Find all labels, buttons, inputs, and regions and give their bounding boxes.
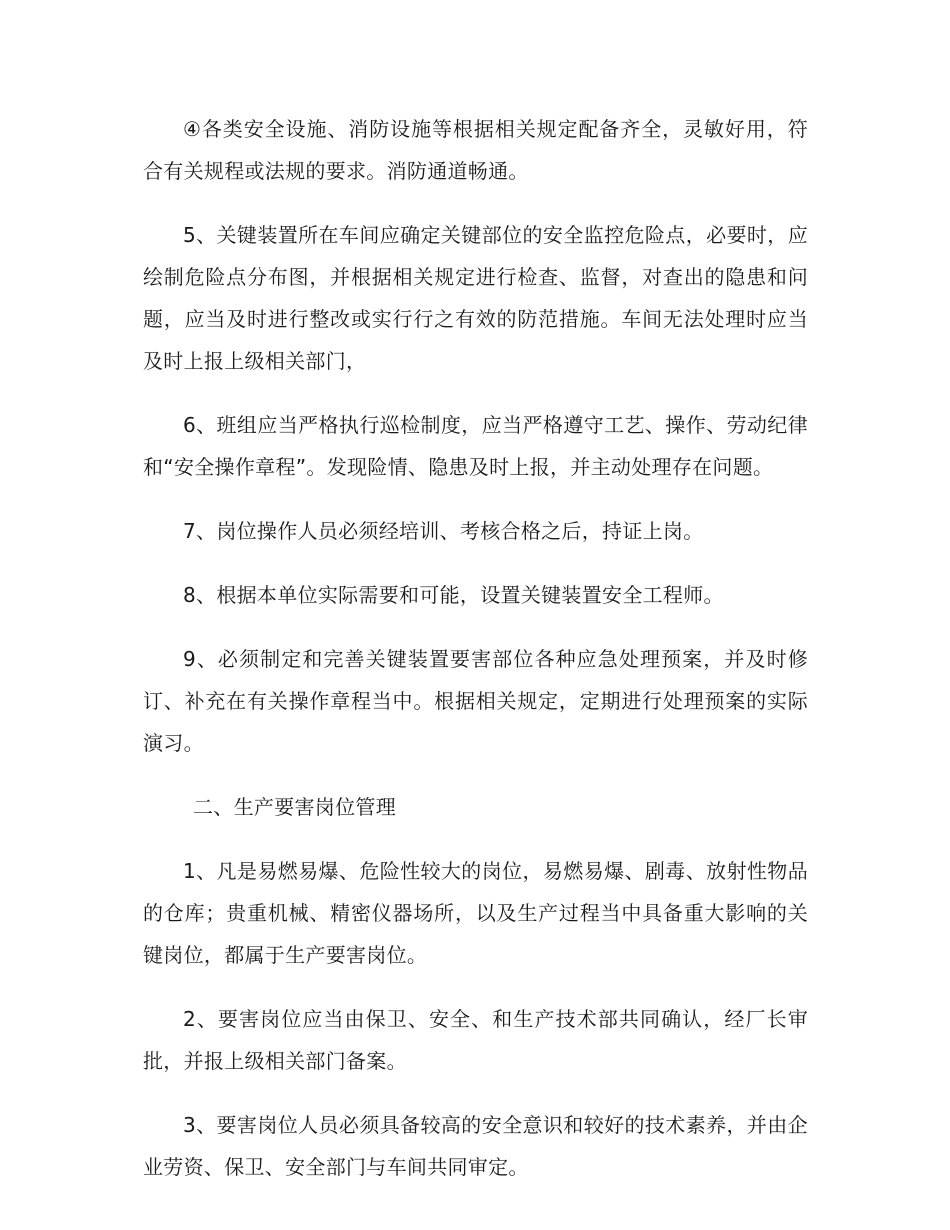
paragraph-item-6: 6、班组应当严格执行巡检制度，应当严格遵守工艺、操作、劳动纪律和“安全操作章程”。发现险情、隐患及时上报，并主动处理存在问题。 [143,413,808,479]
section-paragraph-2: 2、要害岗位应当由保卫、安全、和生产技术部共同确认，经厂长审批，并报上级相关部门备案。 [143,1007,808,1073]
paragraph-item-4: ④各类安全设施、消防设施等根据相关规定配备齐全，灵敏好用，符合有关规程或法规的要求。消防通道畅通。 [143,117,808,183]
section-paragraph-3: 3、要害岗位人员必须具备较高的安全意识和较好的技术素养，并由企业劳资、保卫、安全部门与车间共同审定。 [143,1113,808,1179]
section-heading: 二、生产要害岗位管理 [193,795,396,819]
document-body [143,108,808,1210]
paragraph-item-5: 5、关键装置所在车间应确定关键部位的安全监控危险点，必要时，应绘制危险点分布图，并根据相关规定进行检查、监督，对查出的隐患和问题，应当及时进行整改或实行行之有效的防范措施。车间无法处理时应当及时上报上级相关部门， [143,223,808,373]
paragraph-item-9: 9、必须制定和完善关键装置要害部位各种应急处理预案，并及时修订、补充在有关操作章程当中。根据相关规定，定期进行处理预案的实际演习。 [143,647,808,755]
section-paragraph-1: 1、凡是易燃易爆、危险性较大的岗位，易燃易爆、剧毒、放射性物品的仓库；贵重机械、精密仪器场所，以及生产过程当中具备重大影响的关键岗位，都属于生产要害岗位。 [143,859,808,967]
paragraph-item-8: 8、根据本单位实际需要和可能，设置关键装置安全工程师。 [183,583,724,607]
paragraph-item-7: 7、岗位操作人员必须经培训、考核合格之后，持证上岗。 [183,519,704,543]
